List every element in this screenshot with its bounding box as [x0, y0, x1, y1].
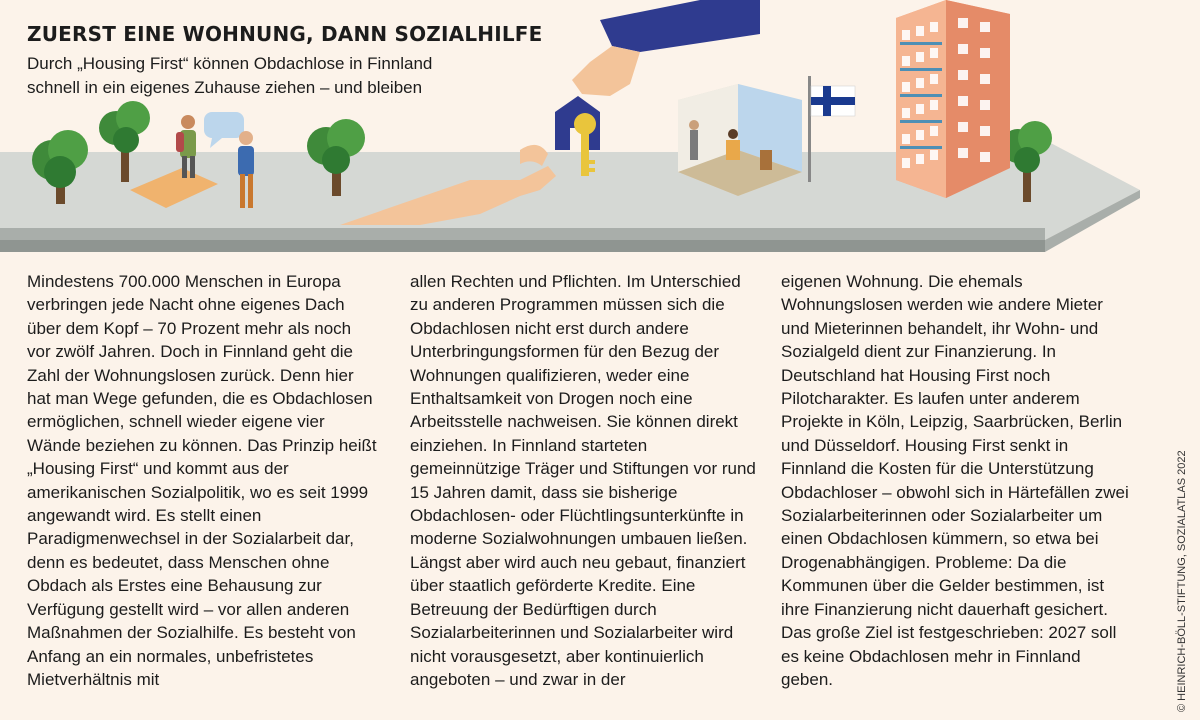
illustration — [0, 0, 1200, 265]
page-subtitle: Durch „Housing First“ können Obdachlose in Finnland schnell in ein eigenes Zuhause ziehen – und bleiben — [27, 54, 433, 97]
article-column-3: eigenen Wohnung. Die ehemals Wohnungslosen werden wie andere Mieter und Mieterinnen behandelt, ihr Wohn- und Sozialgeld dient zur Finanzierung. In Deutschland hat Housing First noch Pilotcharakter. Es laufen unter anderem Projekte in Köln, Leipzig, Saarbrücken, Berlin und Düsseldorf. Housing First senkt in Finnland die Kosten für die Unterstützung Obdachloser – obwohl sich in Härtefällen zwei Sozialarbeiterinnen oder Sozialarbeiter um einen Obdachlosen kümmern, so etwa bei Drogenabhängigen. Probleme: Da die Kommunen über die Gelder bestimmen, ist ihre Finanzierung nicht dauerhaft gesichert. Das große Ziel ist festgeschrieben: 2027 soll es keine Obdachlosen mehr in Finnland geben. — [781, 272, 1129, 689]
speech-bubble-icon — [204, 112, 244, 148]
hand-giving-icon — [572, 0, 760, 96]
article-column-2: allen Rechten und Pflichten. Im Unterschied zu anderen Programmen müssen sich die Obdachlosen nicht erst durch andere Unterbringungsformen für den Bezug der Wohnungen qualifizieren, weder eine Enthaltsamkeit von Drogen noch eine Arbeitsstelle nachweisen. Sie können direkt einziehen. In Finnland starteten gemeinnützige Träger und Stiftungen vor rund 15 Jahren damit, dass sie bisherige Obdachlosen- oder Flüchtlingsunterkünfte in moderne Sozialwohnungen umbauen ließen. Längst aber wird auch neu gebaut, finanziert über staatlich geförderte Kredite. Eine Betreuung der Bedürftigen durch Sozialarbeiterinnen und Sozialarbeiter wird nicht vorausgesetzt, aber kontinuierlich angeboten – und zwar in der — [410, 272, 756, 689]
page-title: ZUERST EINE WOHNUNG, DANN SOZIALHILFE — [27, 22, 543, 46]
article-column-1: Mindestens 700.000 Menschen in Europa verbringen jede Nacht ohne eigenes Dach über dem Kopf – 70 Prozent mehr als noch vor zwölf Jahren. Doch in Finnland geht die Zahl der Wohnungslosen zurück. Denn hier hat man Wege gefunden, die es Obdachlosen ermöglichen, schnell wieder eigene vier Wände beziehen zu können. Das Prinzip heißt „Housing First“ und kommt aus der amerikanischen Sozialpolitik, wo es seit 1999 angewandt wird. Es stellt einen Paradigmenwechsel in der Sozialarbeit dar, denn es bedeutet, dass Menschen ohne Obdach als Erstes eine Behausung zur Verfügung gestellt wird – vor allen anderen Maßnahmen der Sozialhilfe. Es besteht von Anfang an ein normales, unbefristetes Mietverhältnis mit — [27, 272, 377, 689]
apartment-building-icon — [896, 0, 1010, 198]
copyright-credit: © HEINRICH-BÖLL-STIFTUNG, SOZIALATLAS 2022 — [1176, 450, 1188, 712]
